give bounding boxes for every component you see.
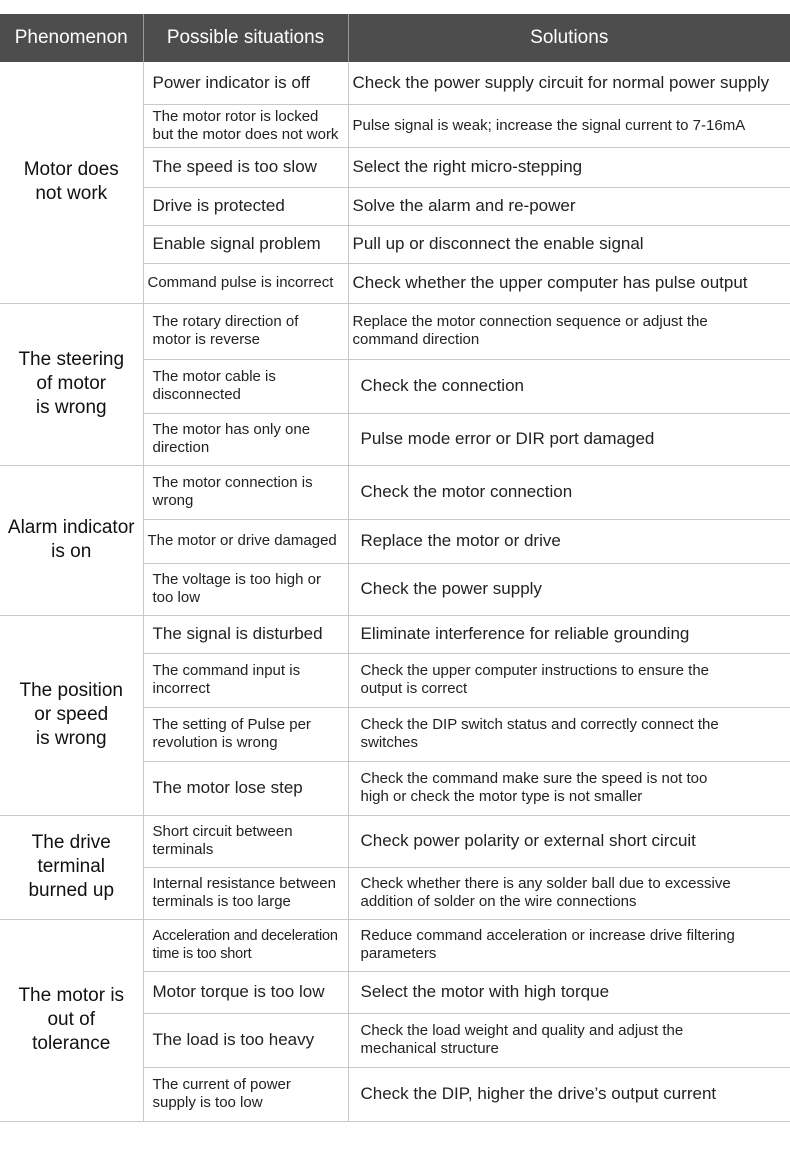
solution-cell: Check the load weight and quality and adjust the mechanical structure xyxy=(348,1013,790,1067)
solution-cell: Check the motor connection xyxy=(348,465,790,519)
solution-cell: Pulse mode error or DIR port damaged xyxy=(348,413,790,465)
table-row xyxy=(0,62,790,104)
header-phenomenon: Phenomenon xyxy=(0,14,143,62)
phenomenon-cell: Motor does not work xyxy=(0,62,143,303)
situation-cell: The motor has only one direction xyxy=(143,413,348,465)
phenomenon-cell: The position or speed is wrong xyxy=(0,615,143,815)
situation-cell: The current of power supply is too low xyxy=(143,1067,348,1121)
situation-cell: The motor connection is wrong xyxy=(143,465,348,519)
situation-cell: Motor torque is too low xyxy=(143,971,348,1013)
situation-cell: Drive is protected xyxy=(143,187,348,225)
situation-cell: The command input is incorrect xyxy=(143,653,348,707)
solution-cell: Eliminate interference for reliable grounding xyxy=(348,615,790,653)
solution-cell: Select the motor with high torque xyxy=(348,971,790,1013)
solution-cell: Check the DIP switch status and correctly connect the switches xyxy=(348,707,790,761)
situation-cell: The load is too heavy xyxy=(143,1013,348,1067)
situation-cell: Short circuit between terminals xyxy=(143,815,348,867)
header-possible-situations: Possible situations xyxy=(143,14,348,62)
situation-cell: The motor lose step xyxy=(143,761,348,815)
solution-cell: Select the right micro-stepping xyxy=(348,147,790,187)
situation-cell: Internal resistance between terminals is too large xyxy=(143,867,348,919)
situation-cell: Enable signal problem xyxy=(143,225,348,263)
solution-cell: Pulse signal is weak; increase the signal current to 7-16mA xyxy=(348,104,790,147)
solution-cell: Check the upper computer instructions to ensure the output is correct xyxy=(348,653,790,707)
table-row xyxy=(0,303,790,359)
solution-cell: Solve the alarm and re-power xyxy=(348,187,790,225)
header-row xyxy=(0,14,790,62)
situation-cell: Power indicator is off xyxy=(143,62,348,104)
solution-cell: Replace the motor connection sequence or adjust the command direction xyxy=(348,303,790,359)
situation-cell: The motor or drive damaged xyxy=(143,519,348,563)
phenomenon-cell: The drive terminal burned up xyxy=(0,815,143,919)
situation-cell: Acceleration and deceleration time is too short xyxy=(143,919,348,971)
solution-cell: Reduce command acceleration or increase drive filtering parameters xyxy=(348,919,790,971)
solution-cell: Check the power supply xyxy=(348,563,790,615)
situation-cell: The setting of Pulse per revolution is wrong xyxy=(143,707,348,761)
table-row xyxy=(0,919,790,971)
solution-cell: Check power polarity or external short circuit xyxy=(348,815,790,867)
solution-cell: Check whether there is any solder ball due to excessive addition of solder on the wire connections xyxy=(348,867,790,919)
solution-cell: Check the command make sure the speed is not too high or check the motor type is not smaller xyxy=(348,761,790,815)
solution-cell: Check whether the upper computer has pulse output xyxy=(348,263,790,303)
table-header xyxy=(0,14,790,62)
situation-cell: The motor rotor is locked but the motor does not work xyxy=(143,104,348,147)
phenomenon-cell: The steering of motor is wrong xyxy=(0,303,143,465)
table-body xyxy=(0,62,790,1121)
solution-cell: Check the power supply circuit for normal power supply xyxy=(348,62,790,104)
solution-cell: Pull up or disconnect the enable signal xyxy=(348,225,790,263)
table-row xyxy=(0,465,790,519)
troubleshooting-table xyxy=(0,14,790,1122)
solution-cell: Check the connection xyxy=(348,359,790,413)
solution-cell: Replace the motor or drive xyxy=(348,519,790,563)
table-row xyxy=(0,615,790,653)
table-row xyxy=(0,815,790,867)
situation-cell: The voltage is too high or too low xyxy=(143,563,348,615)
situation-cell: The motor cable is disconnected xyxy=(143,359,348,413)
situation-cell: The speed is too slow xyxy=(143,147,348,187)
header-solutions: Solutions xyxy=(348,14,790,62)
phenomenon-cell: The motor is out of tolerance xyxy=(0,919,143,1121)
situation-cell: The signal is disturbed xyxy=(143,615,348,653)
situation-cell: Command pulse is incorrect xyxy=(143,263,348,303)
phenomenon-cell: Alarm indicator is on xyxy=(0,465,143,615)
solution-cell: Check the DIP, higher the drive’s output current xyxy=(348,1067,790,1121)
situation-cell: The rotary direction of motor is reverse xyxy=(143,303,348,359)
